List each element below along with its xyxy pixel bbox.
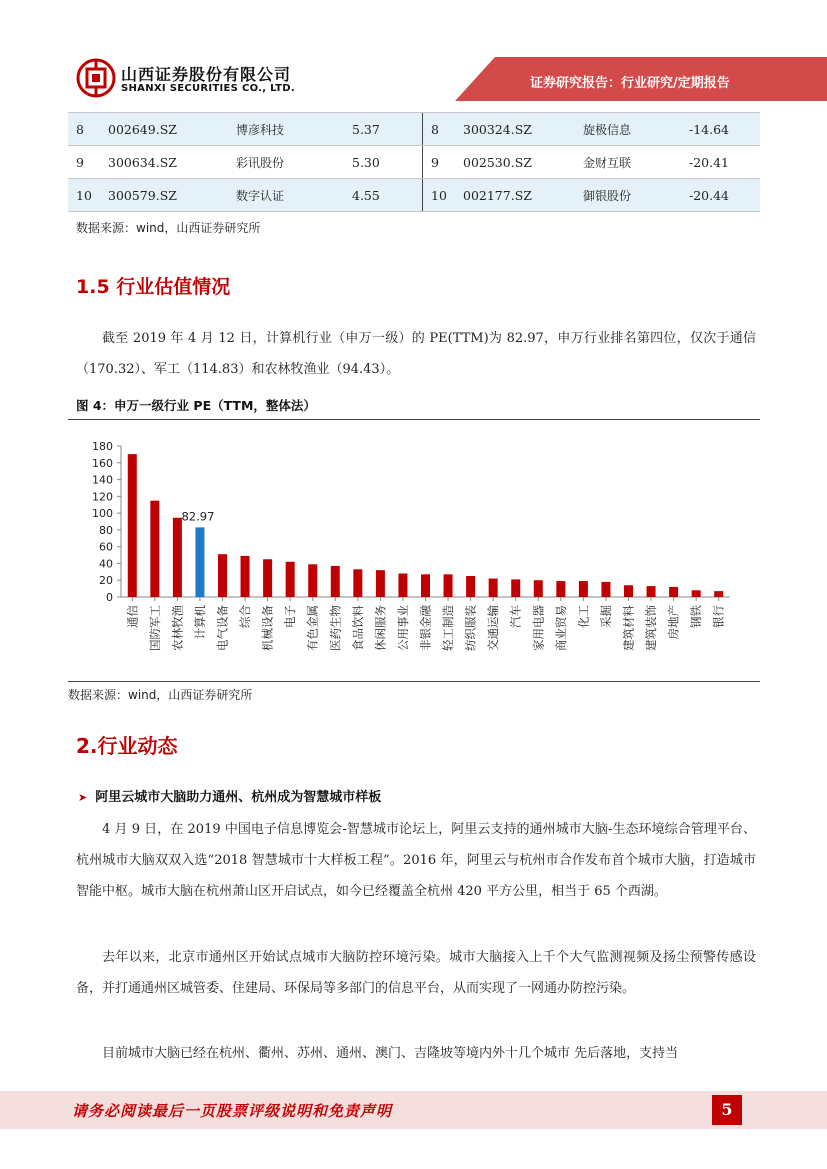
value-cell: -20.41 [681,146,760,179]
rank-cell: 9 [68,146,100,179]
x-tick-label: 医药生物 [328,605,343,651]
company-name-cn: 山西证券股份有限公司 [121,65,292,84]
x-tick-label: 建筑材料 [621,605,636,651]
data-source: 数据来源：wind，山西证券研究所 [76,221,261,235]
x-tick-label: 有色金属 [305,605,320,651]
bar-轻工制造 [444,574,453,597]
x-tick-label: 汽车 [508,605,523,628]
name-cell: 旋极信息 [575,113,681,146]
bar-国防军工 [150,501,159,597]
body-paragraph: 4 月 9 日，在 2019 中国电子信息博览会-智慧城市论坛上，阿里云支持的通州城市大脑-生态环境综合管理平台、杭州城市大脑双双入选“2018 智慧城市十大样板工程”。2016 年，阿里云与杭州市合作发布首个城市大脑，打造城市智能中枢。城市大脑在杭州萧山区开启试点，如今已经覆盖全杭州 420 平方公里，相当于 65 个西湖。 [76,822,756,899]
bar-采掘 [601,582,610,597]
name-cell: 御银股份 [575,179,681,212]
bar-商业贸易 [556,581,565,597]
code-cell: 002530.SZ [455,146,575,179]
x-tick-label: 国防军工 [147,605,162,651]
x-tick-label: 非银金融 [418,605,433,651]
bar-农林牧渔 [173,518,182,597]
bar-休闲服务 [376,570,385,597]
y-tick-label: 160 [92,456,113,470]
news-headline-text: 阿里云城市大脑助力通州、杭州成为智慧城市样板 [95,790,382,805]
code-cell: 002649.SZ [100,113,228,146]
code-cell: 300324.SZ [455,113,575,146]
bar-电子 [286,562,295,597]
y-tick-label: 180 [92,440,113,453]
body-paragraph: 去年以来，北京市通州区开始试点城市大脑防控环境污染。城市大脑接入上千个大气监测视频及扬尘预警传感设备，并打通通州区城管委、住建局、环保局等多部门的信息平台，从而实现了一网通办防控污染。 [76,950,756,996]
bar-家用电器 [534,580,543,597]
body-paragraph: 截至 2019 年 4 月 12 日，计算机行业（申万一级）的 PE(TTM)为 82.97，申万行业排名第四位，仅次于通信（170.32）、军工（114.83）和农林牧渔业（94.43）。 [76,331,756,377]
x-tick-label: 采掘 [598,605,613,628]
body-paragraph: 目前城市大脑已经在杭州、衢州、苏州、通州、澳门、吉隆坡等境内外十几个城市 先后落地，支持当 [102,1046,679,1061]
x-tick-label: 建筑装饰 [644,605,659,651]
rank-cell: 10 [68,179,100,212]
bar-有色金属 [308,564,317,597]
y-tick-label: 0 [106,591,113,604]
page-number: 5 [712,1095,742,1125]
x-tick-label: 公用事业 [395,605,410,651]
x-tick-label: 钢铁 [689,605,704,628]
value-cell: -14.64 [681,113,760,146]
data-label: 82.97 [181,509,215,524]
name-cell: 博彦科技 [228,113,344,146]
x-tick-label: 轻工制造 [441,605,456,651]
rank-cell: 9 [423,146,456,179]
x-tick-label: 综合 [238,605,253,628]
ranking-table [68,112,760,212]
bar-化工 [579,581,588,597]
x-tick-label: 电子 [283,605,298,628]
code-cell: 002177.SZ [455,179,575,212]
x-tick-label: 休闲服务 [373,605,388,651]
news-headline [78,786,381,805]
bar-公用事业 [398,574,407,597]
y-tick-label: 80 [99,523,113,537]
bar-计算机 [195,527,204,597]
bar-综合 [241,556,250,597]
x-tick-label: 商业贸易 [553,605,568,651]
x-tick-label: 化工 [576,605,591,628]
section-heading: 2.行业动态 [76,734,178,758]
name-cell: 数字认证 [228,179,344,212]
code-cell: 300579.SZ [100,179,228,212]
bar-汽车 [511,579,520,597]
y-tick-label: 40 [99,557,113,571]
bar-建筑材料 [624,585,633,597]
bar-钢铁 [692,590,701,597]
section-heading: 1.5 行业估值情况 [76,276,231,298]
x-tick-label: 银行 [711,605,726,628]
report-type: 证券研究报告：行业研究/定期报告 [530,76,730,91]
pe-bar-chart [68,422,760,680]
bar-通信 [128,454,137,597]
x-tick-label: 食品饮料 [350,605,365,651]
figure-bottom-rule [68,681,760,682]
rank-cell: 8 [68,113,100,146]
arrow-bullet-icon: ➤ [78,791,88,804]
x-tick-label: 农林牧渔 [170,605,185,651]
figure-title: 图 4：申万一级行业 PE（TTM，整体法） [76,398,316,413]
x-tick-label: 计算机 [192,605,207,640]
code-cell: 300634.SZ [100,146,228,179]
y-tick-label: 20 [99,574,113,588]
company-name-en: SHANXI SECURITIES CO., LTD. [121,83,295,94]
y-tick-label: 100 [92,507,113,521]
bar-纺织服装 [466,576,475,597]
x-tick-label: 家用电器 [531,605,546,651]
value-cell: 5.37 [344,113,423,146]
rank-cell: 10 [423,179,456,212]
x-tick-label: 机械设备 [260,605,275,651]
bar-交通运输 [489,579,498,597]
x-tick-label: 房地产 [666,605,681,640]
data-source: 数据来源：wind，山西证券研究所 [68,688,253,702]
company-logo-icon [76,58,116,98]
x-tick-label: 纺织服装 [463,605,478,651]
name-cell: 彩讯股份 [228,146,344,179]
disclaimer-notice: 请务必阅读最后一页股票评级说明和免责声明 [72,1102,393,1120]
bar-建筑装饰 [647,586,656,597]
x-tick-label: 交通运输 [486,605,501,651]
value-cell: 4.55 [344,179,423,212]
bar-银行 [714,591,723,597]
y-tick-label: 60 [99,540,113,554]
x-tick-label: 通信 [125,605,140,628]
bar-机械设备 [263,559,272,597]
bar-非银金融 [421,574,430,597]
table-row [68,179,760,212]
table-row [68,113,760,146]
table-row [68,146,760,179]
figure-top-rule [68,419,760,420]
y-tick-label: 120 [92,490,113,504]
name-cell: 金财互联 [575,146,681,179]
bar-医药生物 [331,566,340,597]
rank-cell: 8 [423,113,456,146]
x-tick-label: 电气设备 [215,605,230,651]
value-cell: -20.44 [681,179,760,212]
page-header [0,0,827,108]
bar-电气设备 [218,554,227,597]
value-cell: 5.30 [344,146,423,179]
bar-食品饮料 [353,569,362,597]
bar-房地产 [669,587,678,597]
y-tick-label: 140 [92,473,113,487]
